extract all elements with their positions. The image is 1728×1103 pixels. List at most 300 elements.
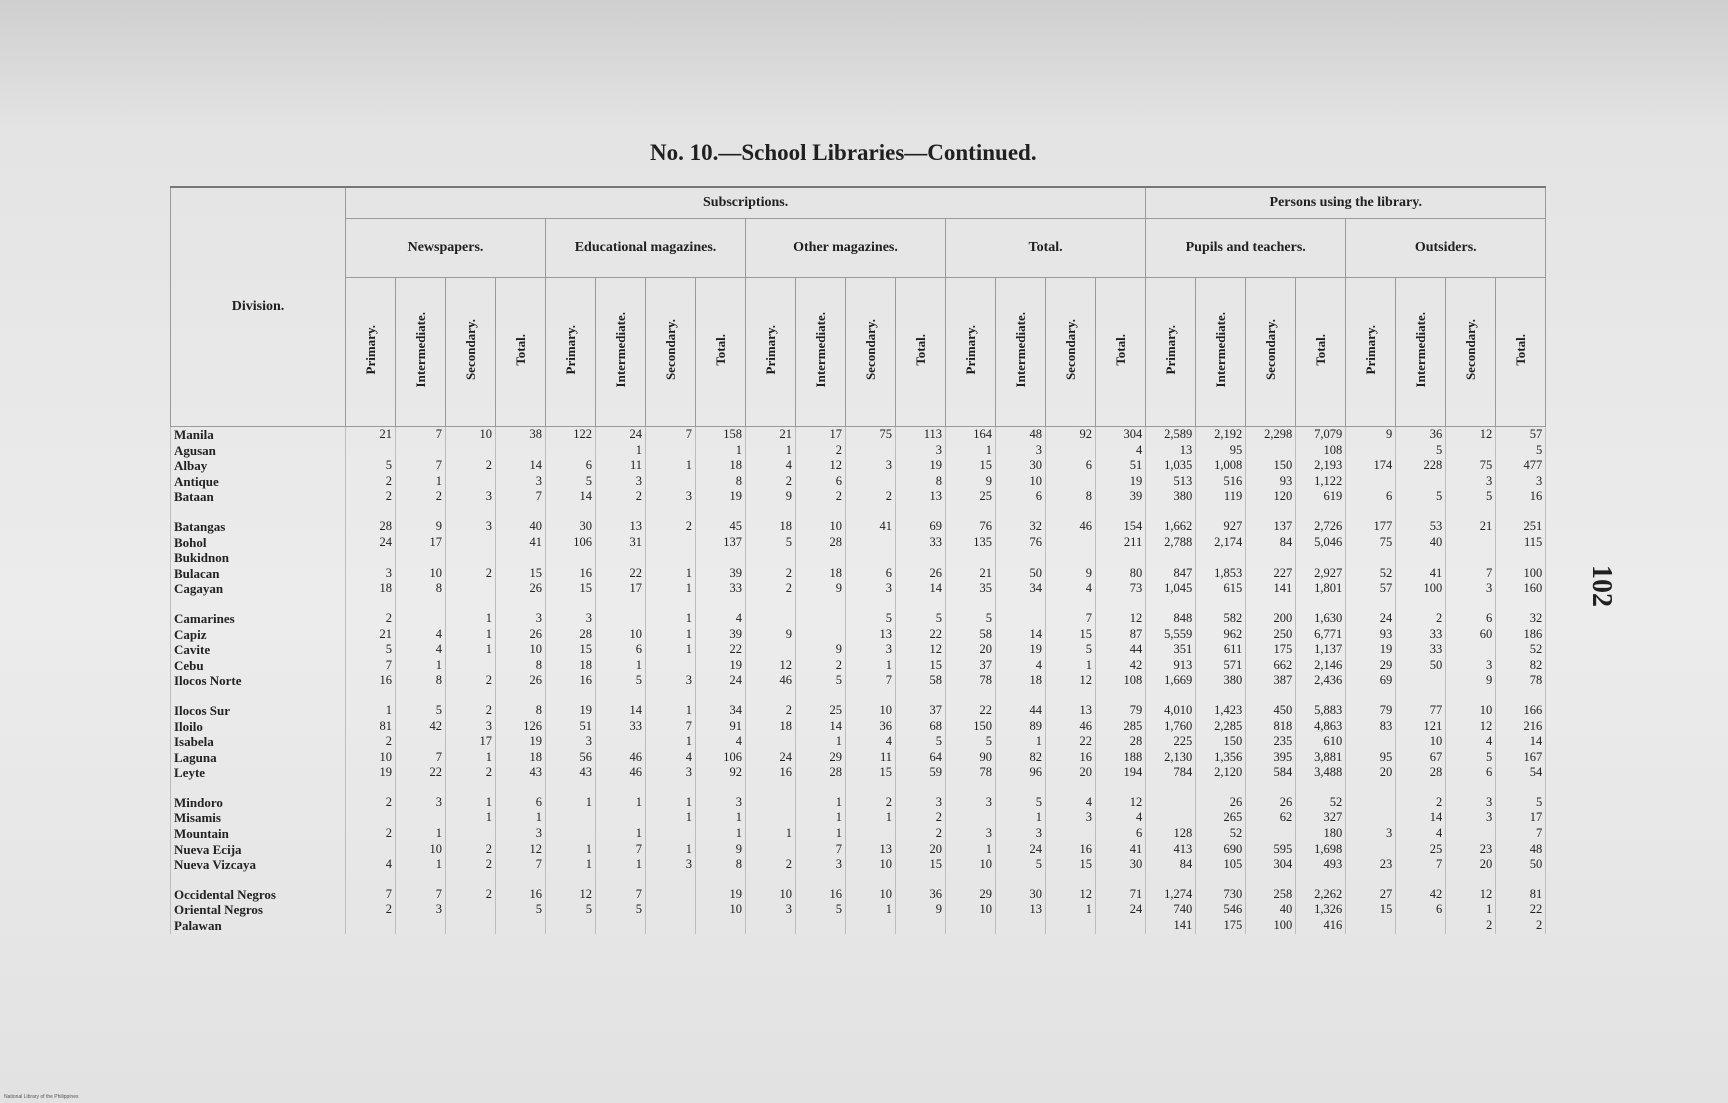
table-cell <box>446 826 496 842</box>
table-cell: 8 <box>496 658 546 674</box>
table-cell: 7 <box>596 887 646 903</box>
table-cell: 24 <box>996 842 1046 858</box>
table-row <box>171 826 1546 842</box>
division-name: Batangas <box>171 519 346 535</box>
table-cell: 5 <box>546 474 596 490</box>
level-header: Total. <box>512 333 528 366</box>
table-cell: 7 <box>846 673 896 689</box>
table-cell: 21 <box>1446 519 1496 535</box>
table-cell: 5 <box>946 611 996 627</box>
level-header-cell <box>1146 278 1196 427</box>
table-cell: 28 <box>796 765 846 781</box>
table-cell: 1 <box>446 627 496 643</box>
table-cell: 24 <box>346 535 396 551</box>
level-header-cell <box>446 278 496 427</box>
table-cell: 22 <box>946 703 996 719</box>
table-cell <box>596 810 646 826</box>
table-cell: 1,669 <box>1146 673 1196 689</box>
table-row <box>171 566 1546 582</box>
table-cell: 150 <box>1196 734 1246 750</box>
table-cell: 10 <box>746 887 796 903</box>
table-cell: 6 <box>796 474 846 490</box>
table-cell: 1 <box>1046 658 1096 674</box>
table-cell <box>746 734 796 750</box>
table-cell: 2,298 <box>1246 427 1296 443</box>
table-cell: 22 <box>696 642 746 658</box>
table-cell: 50 <box>996 566 1046 582</box>
table-cell: 52 <box>1296 795 1346 811</box>
table-cell: 12 <box>1096 795 1146 811</box>
table-cell <box>1346 550 1396 566</box>
table-cell <box>796 918 846 934</box>
table-cell <box>946 810 996 826</box>
level-header-cell <box>546 278 596 427</box>
table-cell <box>446 550 496 566</box>
table-cell: 100 <box>1496 566 1546 582</box>
table-cell <box>646 474 696 490</box>
table-cell: 39 <box>696 627 746 643</box>
table-cell: 24 <box>596 427 646 443</box>
table-cell: 24 <box>1346 611 1396 627</box>
table-cell: 18 <box>746 519 796 535</box>
division-name: Ilocos Norte <box>171 673 346 689</box>
table-cell: 1 <box>646 642 696 658</box>
table-cell: 81 <box>1496 887 1546 903</box>
table-cell: 10 <box>796 519 846 535</box>
table-cell: 89 <box>996 719 1046 735</box>
table-cell: 2 <box>746 581 796 597</box>
table-cell <box>646 887 696 903</box>
table-cell <box>1146 795 1196 811</box>
table-row <box>171 795 1546 811</box>
group-spacer <box>171 505 1546 519</box>
table-cell: 5 <box>1396 443 1446 459</box>
table-cell: 10 <box>346 750 396 766</box>
table-cell: 9 <box>796 642 846 658</box>
table-cell: 1 <box>396 658 446 674</box>
table-cell: 69 <box>896 519 946 535</box>
table-cell: 106 <box>696 750 746 766</box>
table-cell: 177 <box>1346 519 1396 535</box>
table-cell: 1,423 <box>1196 703 1246 719</box>
table-cell: 5 <box>1496 443 1546 459</box>
table-cell: 3 <box>946 826 996 842</box>
table-row <box>171 918 1546 934</box>
table-cell <box>696 918 746 934</box>
table-cell: 3 <box>896 795 946 811</box>
table-cell: 79 <box>1346 703 1396 719</box>
table-cell: 24 <box>696 673 746 689</box>
table-cell: 1,801 <box>1296 581 1346 597</box>
table-cell: 68 <box>896 719 946 735</box>
table-cell: 5 <box>1446 489 1496 505</box>
level-header: Secondary. <box>1062 318 1078 381</box>
table-cell: 5 <box>896 734 946 750</box>
table-cell: 5 <box>346 458 396 474</box>
division-name: Occidental Negros <box>171 887 346 903</box>
table-cell: 33 <box>896 535 946 551</box>
table-cell <box>1446 535 1496 551</box>
table-cell: 37 <box>946 658 996 674</box>
table-cell: 40 <box>1396 535 1446 551</box>
table-cell <box>646 902 696 918</box>
table-cell: 2,130 <box>1146 750 1196 766</box>
table-cell: 9 <box>746 627 796 643</box>
table-cell: 12 <box>1446 719 1496 735</box>
table-cell: 8 <box>496 703 546 719</box>
table-cell: 37 <box>896 703 946 719</box>
table-cell: 913 <box>1146 658 1196 674</box>
table-cell: 1 <box>646 611 696 627</box>
table-cell: 1 <box>746 826 796 842</box>
table-cell: 10 <box>396 842 446 858</box>
table-cell: 6 <box>546 458 596 474</box>
table-cell: 12 <box>746 658 796 674</box>
table-cell <box>1146 810 1196 826</box>
table-cell: 285 <box>1096 719 1146 735</box>
table-row <box>171 427 1546 443</box>
table-cell: 3 <box>796 857 846 873</box>
table-cell: 30 <box>996 887 1046 903</box>
division-name: Manila <box>171 427 346 443</box>
table-cell: 1 <box>946 842 996 858</box>
table-cell <box>1346 810 1396 826</box>
table-cell: 83 <box>1346 719 1396 735</box>
table-cell: 20 <box>896 842 946 858</box>
table-cell: 516 <box>1196 474 1246 490</box>
level-header: Total. <box>1112 333 1128 366</box>
table-cell: 16 <box>546 673 596 689</box>
table-cell <box>846 535 896 551</box>
table-cell: 81 <box>346 719 396 735</box>
table-cell: 135 <box>946 535 996 551</box>
table-cell: 28 <box>796 535 846 551</box>
table-cell: 584 <box>1246 765 1296 781</box>
table-cell: 740 <box>1146 902 1196 918</box>
table-cell: 56 <box>546 750 596 766</box>
table-cell <box>1396 918 1446 934</box>
table-cell: 17 <box>1496 810 1546 826</box>
table-cell: 1 <box>696 443 746 459</box>
table-cell: 6 <box>996 489 1046 505</box>
table-cell: 1 <box>596 857 646 873</box>
table-cell: 1 <box>1046 902 1096 918</box>
table-cell: 2 <box>346 611 396 627</box>
table-cell: 43 <box>496 765 546 781</box>
table-cell: 5 <box>1396 489 1446 505</box>
table-cell: 14 <box>796 719 846 735</box>
table-cell: 2,589 <box>1146 427 1196 443</box>
table-cell: 1 <box>396 474 446 490</box>
table-cell: 2 <box>346 474 396 490</box>
table-cell: 611 <box>1196 642 1246 658</box>
table-cell: 1,274 <box>1146 887 1196 903</box>
table-cell <box>446 658 496 674</box>
table-cell <box>346 810 396 826</box>
level-header: Primary. <box>762 324 778 375</box>
table-cell: 4 <box>346 857 396 873</box>
table-cell: 1,045 <box>1146 581 1196 597</box>
table-cell: 59 <box>896 765 946 781</box>
table-cell: 9 <box>946 474 996 490</box>
table-cell: 1 <box>996 810 1046 826</box>
table-cell: 26 <box>496 673 546 689</box>
table-cell: 19 <box>696 489 746 505</box>
table-cell: 14 <box>996 627 1046 643</box>
table-cell: 20 <box>1446 857 1496 873</box>
level-header-cell <box>1496 278 1546 427</box>
table-cell <box>746 795 796 811</box>
table-cell: 380 <box>1146 489 1196 505</box>
table-cell: 2 <box>446 566 496 582</box>
table-cell: 1 <box>846 902 896 918</box>
table-cell <box>496 918 546 934</box>
level-header: Intermediate. <box>612 311 628 388</box>
table-cell <box>646 443 696 459</box>
table-cell: 14 <box>596 703 646 719</box>
table-cell: 15 <box>1046 857 1096 873</box>
table-cell: 60 <box>1446 627 1496 643</box>
table-cell <box>1446 642 1496 658</box>
table-cell: 19 <box>696 658 746 674</box>
division-name: Isabela <box>171 734 346 750</box>
table-cell: 1,008 <box>1196 458 1246 474</box>
table-cell: 108 <box>1096 673 1146 689</box>
table-cell: 9 <box>896 902 946 918</box>
table-cell: 3 <box>596 474 646 490</box>
table-cell: 304 <box>1246 857 1296 873</box>
division-name: Antique <box>171 474 346 490</box>
table-cell: 2 <box>746 703 796 719</box>
table-cell: 43 <box>546 765 596 781</box>
table-cell <box>546 918 596 934</box>
table-cell: 7 <box>396 887 446 903</box>
table-cell <box>1446 826 1496 842</box>
table-cell: 227 <box>1246 566 1296 582</box>
table-cell: 29 <box>946 887 996 903</box>
table-cell: 12 <box>1446 427 1496 443</box>
table-cell: 67 <box>1396 750 1446 766</box>
table-cell: 57 <box>1346 581 1396 597</box>
table-cell: 4 <box>1096 443 1146 459</box>
table-cell: 5 <box>396 703 446 719</box>
level-header: Primary. <box>562 324 578 375</box>
table-cell: 7 <box>1396 857 1446 873</box>
table-cell: 12 <box>1096 611 1146 627</box>
table-cell: 927 <box>1196 519 1246 535</box>
table-cell: 14 <box>496 458 546 474</box>
table-cell: 16 <box>496 887 546 903</box>
table-cell: 10 <box>496 642 546 658</box>
table-cell: 18 <box>346 581 396 597</box>
table-cell: 1,122 <box>1296 474 1346 490</box>
table-cell: 6 <box>596 642 646 658</box>
table-cell: 87 <box>1096 627 1146 643</box>
table-cell: 18 <box>546 658 596 674</box>
table-cell: 15 <box>946 458 996 474</box>
table-cell: 16 <box>1046 750 1096 766</box>
table-cell: 3 <box>846 642 896 658</box>
level-header-cell <box>1396 278 1446 427</box>
table-cell: 1 <box>646 795 696 811</box>
table-cell: 7 <box>1446 566 1496 582</box>
table-cell: 137 <box>1246 519 1296 535</box>
table-cell: 9 <box>746 489 796 505</box>
table-cell: 2 <box>896 810 946 826</box>
table-cell: 48 <box>996 427 1046 443</box>
level-header: Intermediate. <box>1212 311 1228 388</box>
table-cell: 2 <box>346 795 396 811</box>
table-cell: 19 <box>1096 474 1146 490</box>
table-cell: 2 <box>346 489 396 505</box>
table-cell: 477 <box>1496 458 1546 474</box>
table-cell: 10 <box>946 902 996 918</box>
level-header: Secondary. <box>662 318 678 381</box>
table-cell: 23 <box>1346 857 1396 873</box>
table-cell: 7 <box>396 458 446 474</box>
table-cell: 17 <box>596 581 646 597</box>
table-cell: 3 <box>496 474 546 490</box>
table-cell: 200 <box>1246 611 1296 627</box>
table-cell: 13 <box>1046 703 1096 719</box>
division-name: Mountain <box>171 826 346 842</box>
table-cell: 16 <box>1046 842 1096 858</box>
table-cell: 50 <box>1396 658 1446 674</box>
subscriptions-header: Subscriptions. <box>346 187 1146 219</box>
table-cell: 76 <box>996 535 1046 551</box>
table-cell: 3,881 <box>1296 750 1346 766</box>
table-cell: 4 <box>1096 810 1146 826</box>
table-cell: 16 <box>546 566 596 582</box>
table-cell: 29 <box>1346 658 1396 674</box>
table-cell: 351 <box>1146 642 1196 658</box>
table-cell: 7,079 <box>1296 427 1346 443</box>
table-cell: 2 <box>446 857 496 873</box>
table-row <box>171 627 1546 643</box>
table-cell: 158 <box>696 427 746 443</box>
table-cell: 167 <box>1496 750 1546 766</box>
division-name: Nueva Vizcaya <box>171 857 346 873</box>
page-title: No. 10.—School Libraries—Continued. <box>650 140 1037 165</box>
table-cell: 5 <box>896 611 946 627</box>
table-cell: 7 <box>396 750 446 766</box>
table-cell: 2 <box>446 765 496 781</box>
table-cell <box>396 810 446 826</box>
table-cell: 34 <box>996 581 1046 597</box>
table-cell: 51 <box>1096 458 1146 474</box>
table-cell: 3 <box>546 734 596 750</box>
table-cell: 41 <box>1096 842 1146 858</box>
table-cell: 3 <box>446 489 496 505</box>
table-cell: 82 <box>996 750 1046 766</box>
table-cell <box>446 581 496 597</box>
table-cell: 18 <box>746 719 796 735</box>
table-cell <box>746 611 796 627</box>
table-cell <box>896 918 946 934</box>
table-cell: 847 <box>1146 566 1196 582</box>
group-spacer <box>171 597 1546 611</box>
table-cell: 28 <box>1096 734 1146 750</box>
table-cell: 493 <box>1296 857 1346 873</box>
table-cell: 32 <box>1496 611 1546 627</box>
table-cell <box>446 474 496 490</box>
level-header-cell <box>696 278 746 427</box>
table-cell: 41 <box>1396 566 1446 582</box>
table-cell: 6 <box>846 566 896 582</box>
table-cell: 5 <box>746 535 796 551</box>
table-cell: 3 <box>1046 810 1096 826</box>
table-cell <box>746 842 796 858</box>
table-row <box>171 673 1546 689</box>
table-cell: 12 <box>1046 673 1096 689</box>
table-row <box>171 734 1546 750</box>
table-cell: 2 <box>396 489 446 505</box>
table-cell: 15 <box>896 658 946 674</box>
table-row <box>171 550 1546 566</box>
table-cell: 2,436 <box>1296 673 1346 689</box>
table-row <box>171 703 1546 719</box>
table-cell: 44 <box>996 703 1046 719</box>
division-name: Leyte <box>171 765 346 781</box>
table-cell: 1,698 <box>1296 842 1346 858</box>
level-header-cell <box>746 278 796 427</box>
table-cell <box>1046 826 1096 842</box>
table-cell: 29 <box>796 750 846 766</box>
table-cell: 16 <box>746 765 796 781</box>
group-spacer <box>171 689 1546 703</box>
level-header-cell <box>646 278 696 427</box>
level-header-cell <box>1446 278 1496 427</box>
level-header: Total. <box>1512 333 1528 366</box>
table-cell: 2 <box>796 489 846 505</box>
table-cell: 1,035 <box>1146 458 1196 474</box>
table-cell: 12 <box>496 842 546 858</box>
table-cell: 1 <box>546 842 596 858</box>
table-cell: 33 <box>1396 627 1446 643</box>
table-cell: 78 <box>1496 673 1546 689</box>
table-cell: 22 <box>1496 902 1546 918</box>
table-cell: 225 <box>1146 734 1196 750</box>
table-cell: 3 <box>1496 474 1546 490</box>
table-cell: 100 <box>1396 581 1446 597</box>
table-cell: 90 <box>946 750 996 766</box>
table-cell: 595 <box>1246 842 1296 858</box>
table-cell: 1 <box>646 458 696 474</box>
division-name: Agusan <box>171 443 346 459</box>
table-cell: 962 <box>1196 627 1246 643</box>
table-cell <box>396 443 446 459</box>
level-header: Secondary. <box>1462 318 1478 381</box>
table-cell: 9 <box>1346 427 1396 443</box>
persons-header: Persons using the library. <box>1146 187 1546 219</box>
table-cell: 2 <box>346 734 396 750</box>
table-cell: 3 <box>646 673 696 689</box>
table-cell: 380 <box>1196 673 1246 689</box>
table-row <box>171 611 1546 627</box>
table-cell: 78 <box>946 673 996 689</box>
table-cell: 730 <box>1196 887 1246 903</box>
table-cell: 122 <box>546 427 596 443</box>
table-cell: 3 <box>1446 474 1496 490</box>
table-cell: 15 <box>496 566 546 582</box>
table-cell <box>396 734 446 750</box>
table-cell: 2 <box>596 489 646 505</box>
table-cell: 17 <box>446 734 496 750</box>
table-cell: 818 <box>1246 719 1296 735</box>
division-name: Mindoro <box>171 795 346 811</box>
table-cell: 12 <box>546 887 596 903</box>
table-cell: 18 <box>796 566 846 582</box>
